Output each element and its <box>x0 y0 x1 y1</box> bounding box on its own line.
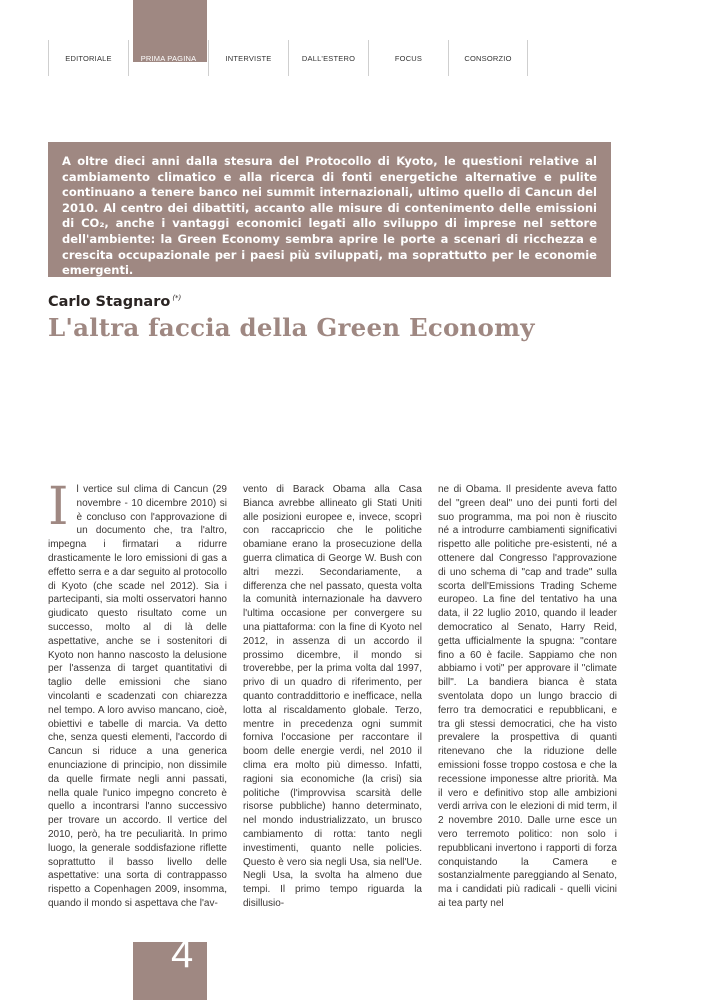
body-column-1 <box>48 483 227 933</box>
article-headline: L'altra faccia della Green Economy <box>48 313 535 342</box>
author-byline <box>48 294 181 310</box>
body-column-2 <box>243 483 422 933</box>
article-abstract: A oltre dieci anni dalla stesura del Protocollo di Kyoto, le questioni relative al cambiamento climatico e alla ricerca di fonti energetiche alternative e pulite continuano a tenere banco nei summit internazionali, ultimo quello di Cancun del 2010. Al centro dei dibattiti, accanto alle misure di contenimento delle emissioni di CO₂, anche i vantaggi economici legati allo sviluppo di imprese nel settore dell'ambiente: la Green Economy sembra aprire le porte a scenari di ricchezza e crescita occupazionale per i paesi più sviluppati, ma soprattutto per le economie emergenti. <box>48 142 611 277</box>
nav-item-editoriale[interactable]: EDITORIALE <box>48 40 128 76</box>
page-number: 4 <box>171 932 194 976</box>
body-text-2: vento di Barack Obama alla Casa Bianca avrebbe allineato gli Stati Uniti alle posizioni europee e, invece, scoprì con raccapriccio che le politiche obamiane erano la prosecuzione della guerra climatica di George W. Bush con altri mezzi. Secondariamente, a differenza che nel passato, questa volta la comunità internazionale ha davvero l'ultima occasione per convergere su una piattaforma: con la fine di Kyoto nel 2012, in assenza di un accordo il prossimo dicembre, il mondo si troverebbe, per la prima volta dal 1997, privo di un quadro di riferimento, per quanto contraddittorio e inefficace, nella lotta al riscaldamento globale. Terzo, mentre in precedenza ogni summit forniva l'occasione per raccontare il boom delle energie verdi, nel 2010 il clima era molto più dimesso. Infatti, ragioni sia economiche (la crisi) sia politiche (l'improvvisa scarsità delle risorse pubbliche) hanno determinato, nel mondo industrializzato, un brusco cambiamento di rotta: tanto negli investimenti, quanto nelle policies. Questo è vero sia negli Usa, sia nell'Ue. Negli Usa, la svolta ha almeno due tempi. Il primo tempo riguarda la disillusio- <box>243 484 422 909</box>
author-name: Carlo Stagnaro <box>48 294 171 310</box>
section-nav <box>48 40 531 76</box>
page-number-box <box>133 942 207 1000</box>
body-text-1: l vertice sul clima di Cancun (29 novembre - 10 dicembre 2010) si è concluso con l'approvazione di un documento che, tra l'altro, impegna i firmatari a ridurre drasticamente le loro emissioni di gas a effetto serra e a dar seguito al protocollo di Kyoto (che scade nel 2012). Sia i partecipanti, sia molti osservatori hanno giudicato questo risultato come un successo, molto al di là delle aspettative, anche se i sostenitori di Kyoto non hanno nascosto la delusione per l'assenza di target quantitativi di taglio delle emissioni che siano vincolanti e scadenzati con chiarezza nel tempo. A loro avviso mancano, cioè, obiettivi e tabelle di marcia. Va detto che, senza questi elementi, l'accordo di Cancun si riduce a una generica enunciazione di principio, non dissimile da quelle firmate negli anni passati, nella quale l'unico impegno concreto è quello a incontrarsi l'anno successivo per trovare un accordo. Il vertice del 2010, però, ha tre peculiarità. In primo luogo, la generale soddisfazione riflette soprattutto il basso livello delle aspettative: una sorta di contrappasso rispetto a Copenhagen 2009, insomma, quando il mondo si aspettava che l'av- <box>48 484 227 909</box>
author-note-marker: (*) <box>172 294 182 303</box>
body-text-3: ne di Obama. Il presidente aveva fatto del "green deal" uno dei punti forti del suo programma, ma poi non è riuscito né a introdurre cambiamenti significativi rispetto alle politiche pre-esistenti, né a ottenere dal Congresso l'approvazione di uno schema di "cap and trade" sulla scorta dell'Emissions Trading Scheme europeo. La fine del tentativo ha una data, il 22 luglio 2010, quando il leader democratico al Senato, Harry Reid, getta ufficialmente la spugna: "contare fino a 60 è facile. Sappiamo che non abbiamo i voti" per approvare il "climate bill". La bandiera bianca è stata sventolata dopo un lungo braccio di ferro tra democratici e repubblicani, e tra gli stessi democratici, che ha visto prevalere la prospettiva di quanti ritenevano che la riduzione delle emissioni fosse troppo costosa e che la recessione imponesse altre priorità. Ma il vero e definitivo stop alle ambizioni verdi arriva con le elezioni di mid term, il 2 novembre 2010. Dalle urne esce un vero terremoto politico: non solo i repubblicani invertono i rapporti di forza conquistando la Camera e sostanzialmente pareggiando al Senato, ma i candidati più radicali - quelli vicini ai tea party nel <box>438 484 617 909</box>
body-column-3 <box>438 483 617 933</box>
nav-item-prima-pagina[interactable]: PRIMA PAGINA <box>128 40 208 76</box>
nav-item-focus[interactable]: FOCUS <box>368 40 448 76</box>
nav-item-consorzio[interactable]: CONSORZIO <box>448 40 528 76</box>
drop-cap: I <box>48 483 69 537</box>
nav-item-interviste[interactable]: INTERVISTE <box>208 40 288 76</box>
nav-item-dall-estero[interactable]: DALL'ESTERO <box>288 40 368 76</box>
